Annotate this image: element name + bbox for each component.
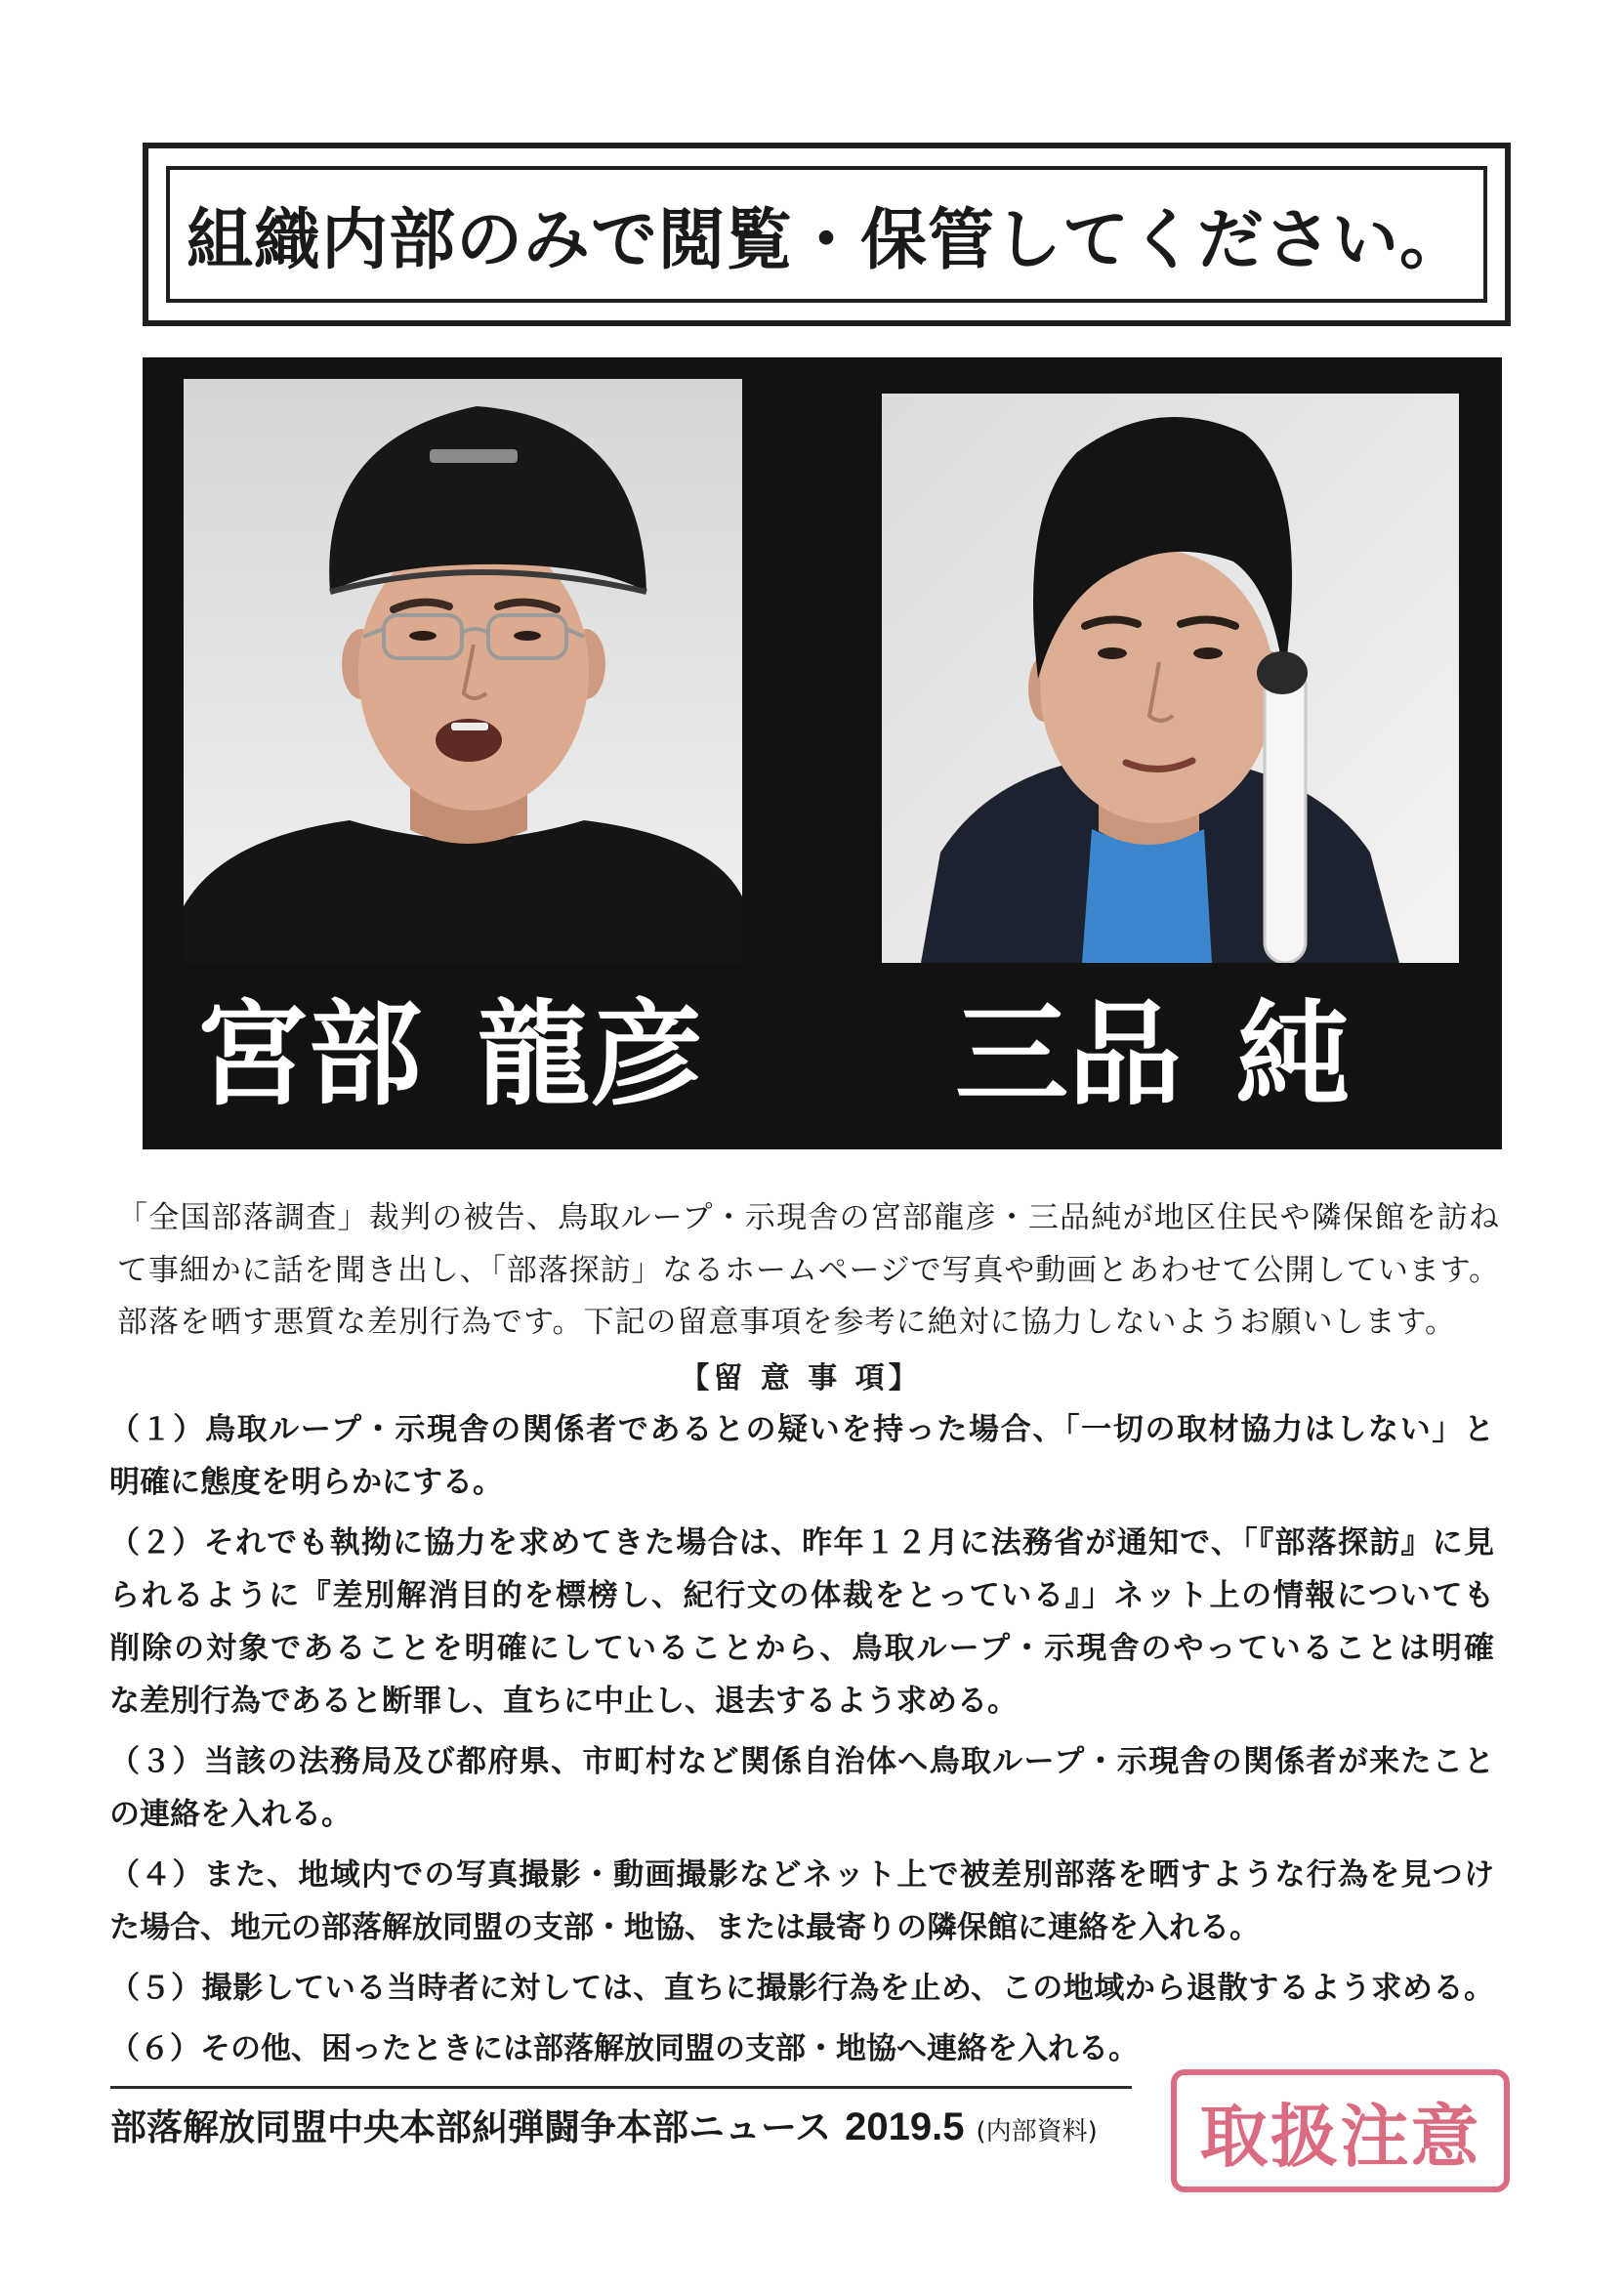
precaution-item-2: [109, 1517, 1494, 1728]
precaution-line: た場合、地元の部落解放同盟の支部・地協、または最寄りの隣保館に連絡を入れる。: [109, 1910, 1260, 1945]
confidential-stamp-text: 取扱注意: [1199, 2096, 1481, 2177]
right-eye: [1193, 647, 1223, 659]
precaution-line: られるように『差別解消目的を標榜し、紀行文の体裁をとっている』」ネット上の情報についても: [109, 1578, 1494, 1613]
precaution-line: の連絡を入れる。: [109, 1797, 352, 1832]
photo-right-portrait: [882, 394, 1459, 963]
precaution-item-4: [109, 1849, 1494, 1954]
precaution-line: （３）当該の法務局及び都府県、市町村など関係自治体へ鳥取ループ・示現舎の関係者が来たこと: [109, 1744, 1494, 1779]
photo-panel: [143, 357, 1502, 1149]
microphone-head: [1257, 651, 1308, 694]
precautions-list: [109, 1403, 1494, 2075]
intro-line: 部落を晒す悪質な差別行為です。下記の留意事項を参考に絶対に協力しないようお願いします。: [117, 1305, 1457, 1340]
precaution-line: （５）撮影している当時者に対しては、直ちに撮影行為を止め、この地域から退散するよう求める。: [109, 1971, 1494, 2006]
notice-banner: [143, 143, 1511, 326]
portrait-left-image: [184, 379, 742, 963]
precaution-item-1: [109, 1403, 1494, 1509]
footer-note: (内部資料): [976, 2117, 1098, 2146]
intro-paragraph: [117, 1192, 1499, 1350]
intro-line: 「全国部落調査」裁判の被告、鳥取ループ・示現舎の宮部龍彦・三品純が地区住民や隣保館を訪ね: [117, 1200, 1499, 1235]
precaution-line: な差別行為であると断罪し、直ちに中止し、退去するよう求める。: [109, 1684, 1018, 1719]
cap-emblem: [430, 449, 518, 463]
precautions-heading: 【留 意 事 項】: [680, 1361, 922, 1395]
precaution-line: （６）その他、困ったときには部落解放同盟の支部・地協へ連絡を入れる。: [109, 2031, 1139, 2066]
footer: [110, 2100, 1098, 2154]
intro-line: て事細かに話を聞き出し、「部落探訪」なるホームページで写真や動画とあわせて公開しています。: [117, 1252, 1499, 1288]
teeth: [451, 723, 488, 730]
footer-issue: 2019.5: [845, 2105, 965, 2148]
footer-divider: [110, 2086, 1132, 2089]
blue-shirt: [1082, 829, 1212, 963]
right-eye: [514, 631, 541, 641]
left-eye: [1098, 647, 1127, 659]
precaution-line: （２）それでも執拗に協力を求めてきた場合は、昨年１２月に法務省が通知で、「『部落探訪』に見: [109, 1525, 1494, 1561]
notice-banner-inner-frame: [166, 166, 1487, 303]
precaution-item-3: [109, 1735, 1494, 1841]
photo-left-portrait: [184, 379, 742, 963]
confidential-stamp: [1171, 2069, 1510, 2192]
footer-publication: 部落解放同盟中央本部糾弾闘争本部ニュース: [110, 2106, 832, 2148]
precaution-line: 明確に態度を明らかにする。: [109, 1465, 503, 1500]
portrait-right-image: [882, 394, 1459, 963]
left-eye: [409, 631, 437, 641]
photo-right-caption: 三品 純: [955, 988, 1351, 1121]
microphone-stand: [1265, 665, 1306, 963]
precaution-item-6: [109, 2022, 1494, 2075]
precaution-line: （１）鳥取ループ・示現舎の関係者であるとの疑いを持った場合、「一切の取材協力はしない」と: [109, 1412, 1494, 1447]
precaution-item-5: [109, 1962, 1494, 2015]
precaution-line: （４）また、地域内での写真撮影・動画撮影などネット上で被差別部落を晒すような行為を見つけ: [109, 1857, 1494, 1893]
precaution-line: 削除の対象であることを明確にしていることから、鳥取ループ・示現舎のやっていることは明確: [109, 1631, 1494, 1666]
notice-banner-text: 組織内部のみで閲覧・保管してください。: [186, 201, 1467, 279]
photo-left-caption: 宮部 龍彦: [195, 988, 704, 1121]
